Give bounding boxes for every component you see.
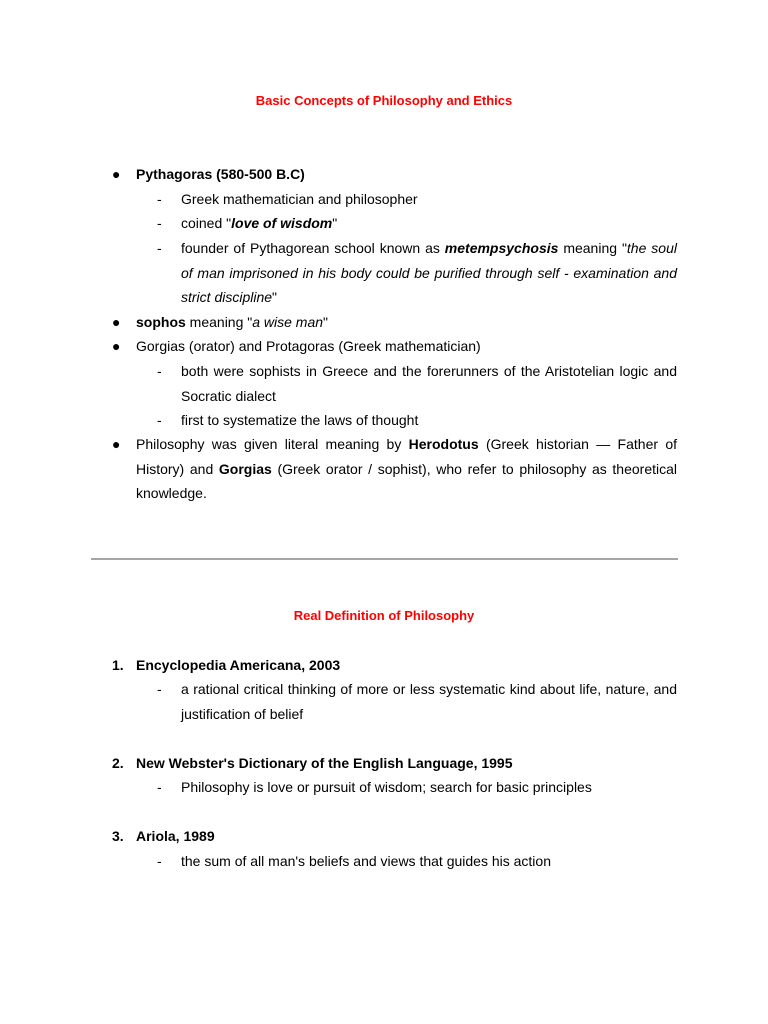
- definition-text: Philosophy is love or pursuit of wisdom; search for basic principles: [181, 779, 592, 795]
- sophos-term: sophos: [136, 314, 186, 330]
- sub-item-text: coined "love of wisdom": [181, 215, 338, 231]
- sophos-meaning: a wise man: [252, 314, 324, 330]
- item-number: 3.: [112, 828, 124, 844]
- item-number: 2.: [112, 755, 124, 771]
- dash-marker: -: [157, 681, 162, 697]
- horizontal-divider: [91, 558, 678, 560]
- literal-meaning-text: Philosophy was given literal meaning by Herodotus (Greek historian — Father of History) and Gorgias (Greek orator / sophist), who refer to philosophy as theoretical knowledge.: [136, 436, 678, 501]
- metempsychosis-meaning: the soul of man imprisoned in his body could be purified through self - examination and strict discipline: [181, 240, 677, 305]
- dash-marker: -: [157, 779, 162, 795]
- sub-item-text: first to systematize the laws of thought: [181, 412, 419, 428]
- sophos-text: sophos meaning "a wise man": [136, 314, 329, 330]
- dash-marker: -: [157, 215, 162, 231]
- dash-marker: -: [157, 240, 162, 256]
- dash-marker: -: [157, 412, 162, 428]
- dash-marker: -: [157, 191, 162, 207]
- herodotus-name: Herodotus: [408, 436, 479, 452]
- love-of-wisdom-term: love of wisdom: [231, 215, 333, 231]
- definition-source: New Webster's Dictionary of the English Language, 1995: [136, 755, 513, 771]
- sub-item-text: Greek mathematician and philosopher: [181, 191, 418, 207]
- dash-marker: -: [157, 853, 162, 869]
- metempsychosis-term: metempsychosis: [444, 240, 559, 256]
- gorgias-name: Gorgias: [218, 460, 272, 477]
- pythagoras-heading: Pythagoras (580-500 B.C): [136, 166, 305, 182]
- bullet-icon: ●: [112, 338, 121, 354]
- sub-item-text: both were sophists in Greece and the forerunners of the Aristotelian logic and Socratic dialect: [181, 363, 677, 404]
- item-number: 1.: [112, 657, 124, 673]
- definition-source: Encyclopedia Americana, 2003: [136, 657, 341, 673]
- section-title-real-definition: Real Definition of Philosophy: [293, 608, 475, 623]
- bullet-icon: ●: [112, 314, 121, 330]
- bullet-icon: ●: [112, 166, 121, 182]
- dash-marker: -: [157, 363, 162, 379]
- sub-item-text: founder of Pythagorean school known as metempsychosis meaning "the soul of man imprisoned in his body could be purified through self - examination and strict discipline": [181, 240, 677, 305]
- definition-source: Ariola, 1989: [136, 828, 215, 844]
- definition-text: a rational critical thinking of more or less systematic kind about life, nature, and justification of belief: [181, 681, 677, 722]
- section-title-basic-concepts: Basic Concepts of Philosophy and Ethics: [255, 93, 513, 108]
- gorgias-heading: Gorgias (orator) and Protagoras (Greek mathematician): [136, 338, 481, 354]
- definition-text: the sum of all man's beliefs and views that guides his action: [181, 853, 551, 869]
- bullet-icon: ●: [112, 436, 121, 452]
